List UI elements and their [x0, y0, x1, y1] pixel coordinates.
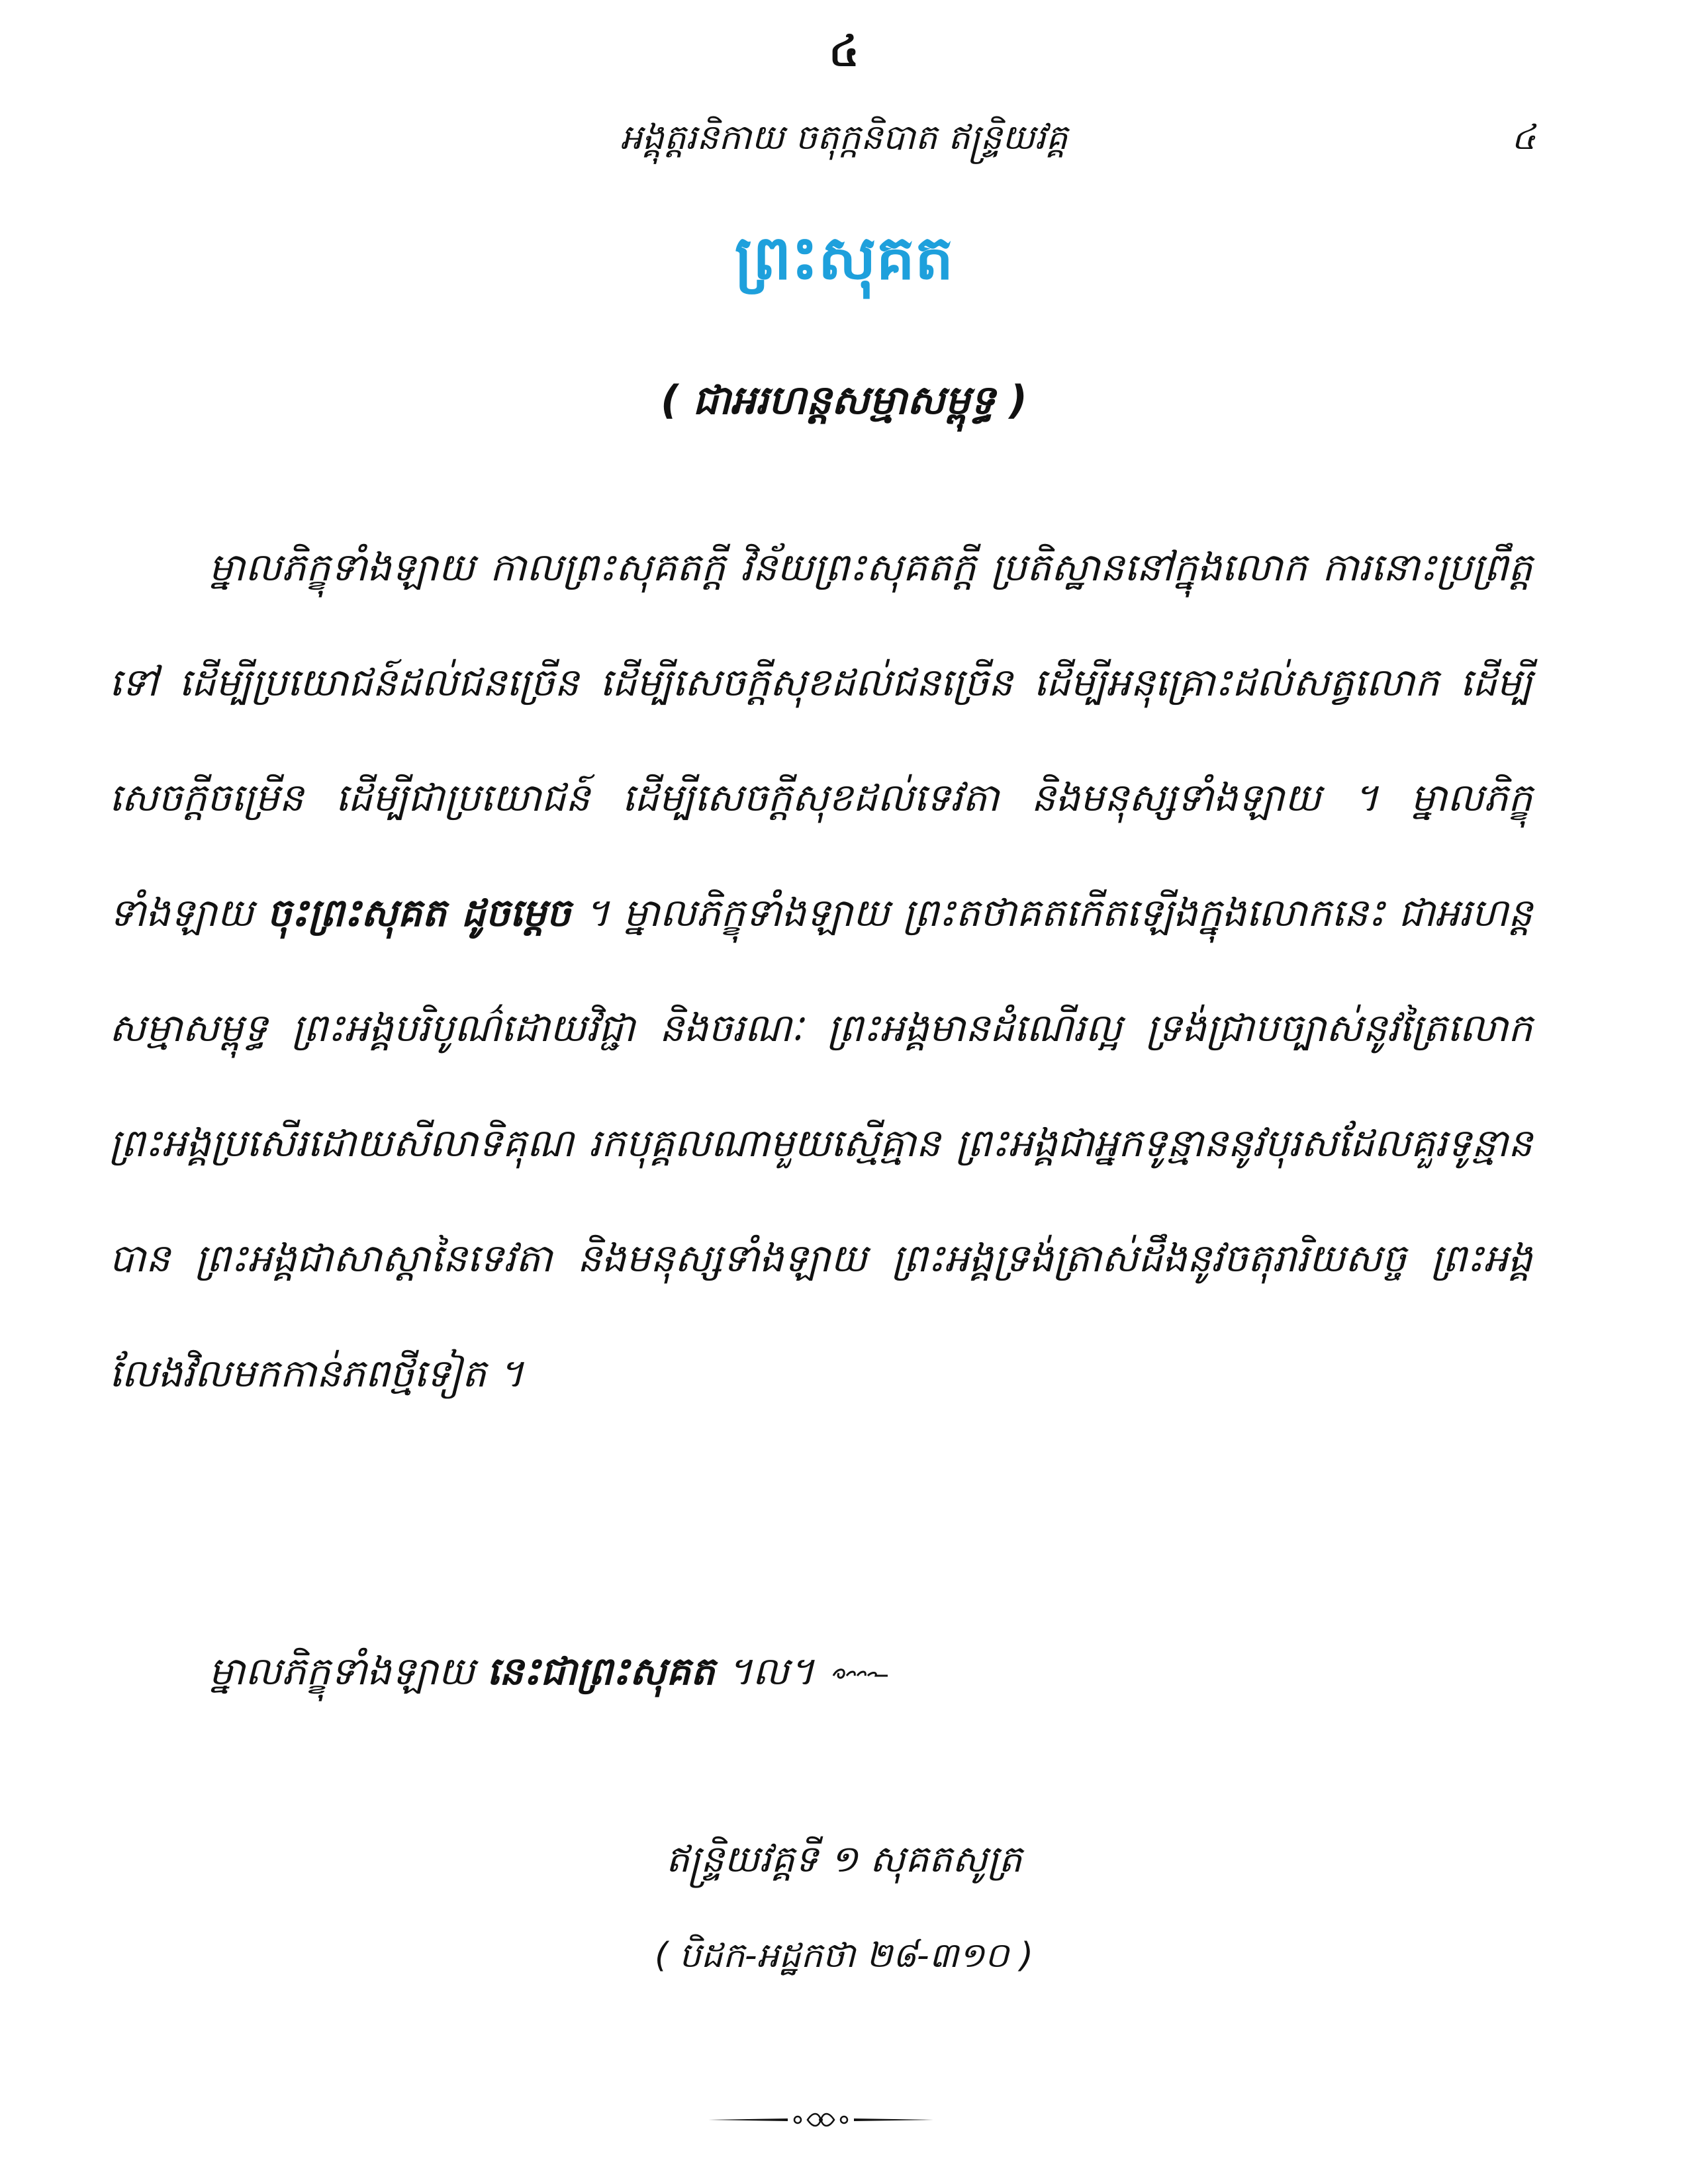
body-text-part1: ម្នាលភិក្ខុទាំងឡាយ កាលព្រះសុគតក្តី វិន័យព្រះសុគតក្តី ប្រតិស្ឋាននៅក្នុងលោក ការនោះប្រព្រឹត្តទៅ ដើម្បីប្រយោជន៍ដល់ជនច្រើន ដើម្បីសេចក្តីសុខដល់ជនច្រើន ដើម្បីអនុគ្រោះដល់សត្វលោក ដើម្បីសេចក្តីចម្រើន ដើម្បីជាប្រយោជន៍ ដើម្បីសេចក្តីសុខដល់ទេវតា និងមនុស្សទាំងឡាយ ។ ម្នាលភិក្ខុទាំងឡាយ — [109, 545, 1532, 935]
closing-line — [209, 1635, 1532, 1707]
header-page-number: ៤ — [1511, 118, 1536, 158]
closing-emphasis: នេះជាព្រះសុគត — [487, 1649, 715, 1694]
body-paragraph — [109, 510, 1532, 1431]
ornament-divider-icon — [708, 2108, 933, 2132]
section-subtitle: ( ជាអរហន្តសម្មាសម្ពុទ្ធ ) — [661, 377, 1027, 424]
body-emphasis: ចុះព្រះសុគត ដូចម្តេច — [267, 890, 571, 935]
closing-lead: ម្នាលភិក្ខុទាំងឡាយ — [209, 1649, 475, 1694]
closing-end-mark: ។ល។ — [727, 1649, 815, 1694]
footer-page-reference: ( បិដក-អដ្ឋកថា ២៨-៣១០ ) — [654, 1936, 1034, 1976]
end-flourish-icon — [831, 1664, 890, 1684]
running-header: អង្គុត្តរនិកាយ ចតុក្កនិបាត ឥន្ទ្រិយវគ្គ — [620, 118, 1068, 158]
footer-sutta-reference: ឥន្ទ្រិយវគ្គទី ១ សុគតសូត្រ — [666, 1838, 1022, 1881]
section-title: ព្រះសុគត — [734, 222, 954, 293]
body-text-part2: ។ ម្នាលភិក្ខុទាំងឡាយ ព្រះតថាគតកើតឡើងក្នុងលោកនេះ ជាអរហន្តសម្មាសម្ពុទ្ធ ព្រះអង្គបរិបូណ៌ដោយវិជ្ជា និងចរណៈ ព្រះអង្គមានដំណើរល្អ ទ្រង់ជ្រាបច្បាស់នូវត្រៃលោក ព្រះអង្គប្រសើរដោយសីលាទិគុណ រកបុគ្គលណាមួយស្មើគ្មាន ព្រះអង្គជាអ្នកទូន្មាននូវបុរសដែលគួរទូន្មានបាន ព្រះអង្គជាសាស្តានៃទេវតា និងមនុស្សទាំងឡាយ ព្រះអង្គទ្រង់ត្រាស់ដឹងនូវចតុរារិយសច្ច ព្រះអង្គលែងវិលមកកាន់ភពថ្មីទៀត ។ — [109, 890, 1533, 1396]
page-number: ៤ — [829, 27, 859, 76]
